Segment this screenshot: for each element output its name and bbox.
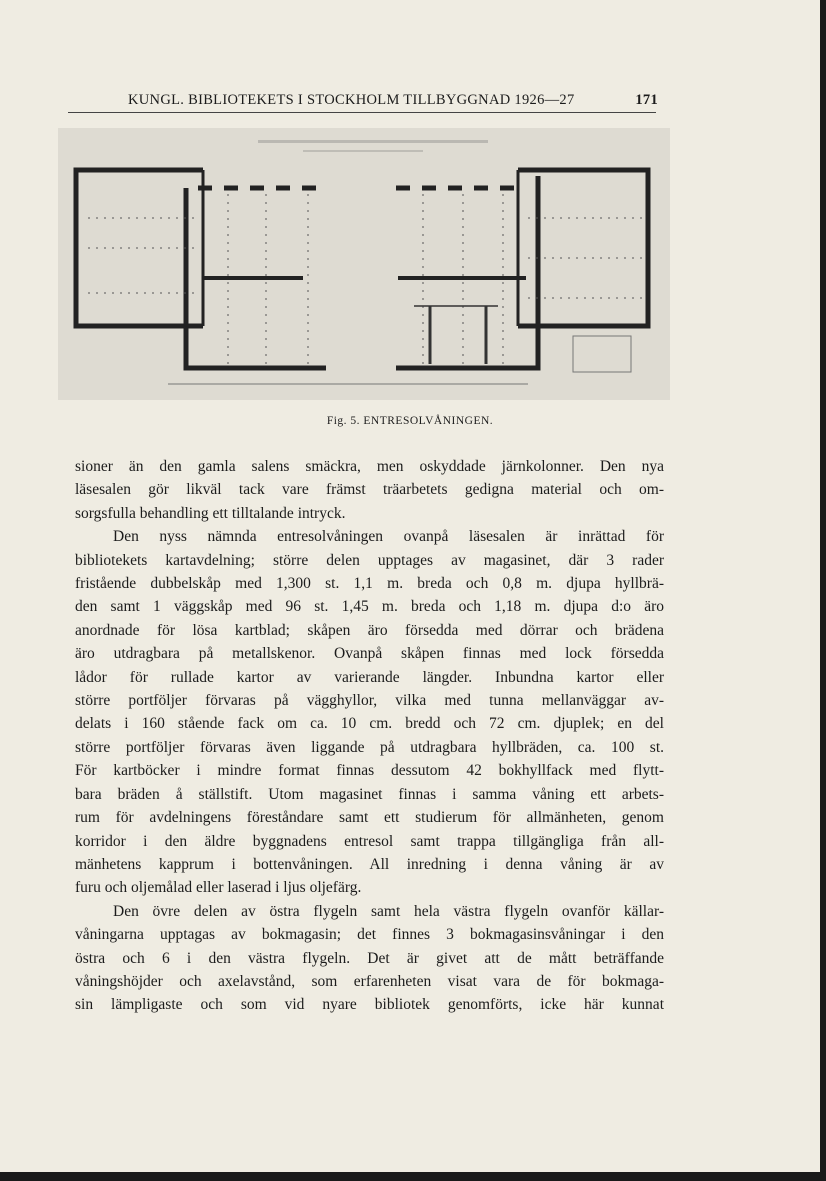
text-line: sorgsfulla behandling ett tilltalande intryck. — [75, 504, 346, 522]
paragraph-3 — [75, 900, 664, 923]
text-line: delats i 160 stående fack om ca. 10 cm. bredd och 72 cm. djuplek; en del — [75, 715, 664, 733]
text-line: Den övre delen av östra flygeln samt hela västra flygeln ovanför källar- — [113, 902, 664, 920]
text-line: läsesalen gör likväl tack vare främst träarbetets gedigna material och om- — [75, 481, 664, 499]
paragraph-2-end — [75, 876, 664, 899]
running-title: KUNGL. BIBLIOTEKETS I STOCKHOLM TILLBYGGNAD 1926—27 — [128, 92, 575, 108]
text-line: bibliotekets kartavdelning; större delen upptages av magasinet, där 3 rader — [75, 551, 664, 569]
figure-caption: Fig. 5. ENTRESOLVÅNINGEN. — [326, 415, 494, 427]
paragraph-2 — [75, 525, 664, 548]
text-line: sin lämpligaste och som vid nyare bibliotek genomförts, icke här kunnat — [75, 996, 664, 1014]
paragraph-3-body — [75, 923, 664, 1017]
text-line: sioner än den gamla salens smäckra, men oskyddade järnkolonner. Den nya — [75, 458, 664, 475]
text-line: rum för avdelningens föreståndare samt ett studierum för allmänheten, genom — [75, 809, 664, 827]
page-number: 171 — [635, 92, 658, 108]
text-line: äro utdragbara på metallskenor. Ovanpå skåpen finnas med lock försedda — [75, 645, 664, 663]
paragraph-1 — [75, 455, 664, 502]
paragraph-1-end — [75, 502, 664, 525]
text-line: mänhetens kapprum i bottenvåningen. All inredning i denna våning är av — [75, 855, 664, 873]
paragraph-2-body — [75, 549, 664, 877]
text-line: våningarna upptagas av bokmagasin; det finnes 3 bokmagasinsvåningar i den — [75, 926, 664, 944]
text-line: anordnade för lösa kartblad; skåpen äro försedda med dörrar och brädena — [75, 621, 664, 639]
body-text — [75, 455, 664, 1017]
header-rule — [68, 112, 656, 113]
floor-plan-figure — [58, 128, 670, 400]
text-line: furu och oljemålad eller laserad i ljus oljefärg. — [75, 879, 362, 897]
text-line: bara bräden å ställstift. Utom magasinet finnas i samma våning ett arbets- — [75, 785, 664, 803]
text-line: våningshöjder och axelavstånd, som erfarenheten visat vara de för bokmaga- — [75, 972, 664, 990]
text-line: den samt 1 väggskåp med 96 st. 1,45 m. breda och 1,18 m. djupa d:o äro — [75, 598, 664, 616]
text-line: fristående dubbelskåp med 1,300 st. 1,1 m. breda och 0,8 m. djupa hyllbrä- — [75, 575, 664, 593]
text-line: större portföljer förvaras på vägghyllor, vilka med tunna mellanväggar av- — [75, 692, 664, 710]
text-line: lådor för rullade kartor av varierande längder. Inbundna kartor eller — [75, 668, 664, 686]
floor-plan-drawing — [58, 128, 670, 400]
text-line: östra och 6 i den västra flygeln. Det är givet att de mått beträffande — [75, 949, 664, 967]
text-line: För kartböcker i mindre format finnas dessutom 42 bokhyllfack med flytt- — [75, 762, 664, 780]
text-line: korridor i den äldre byggnadens entresol samt trappa tillgängliga från all- — [75, 832, 664, 850]
text-line: Den nyss nämnda entresolvåningen ovanpå läsesalen är inrättad för — [113, 528, 664, 546]
text-line: större portföljer förvaras även liggande på utdragbara hyllbräden, ca. 100 st. — [75, 738, 664, 756]
